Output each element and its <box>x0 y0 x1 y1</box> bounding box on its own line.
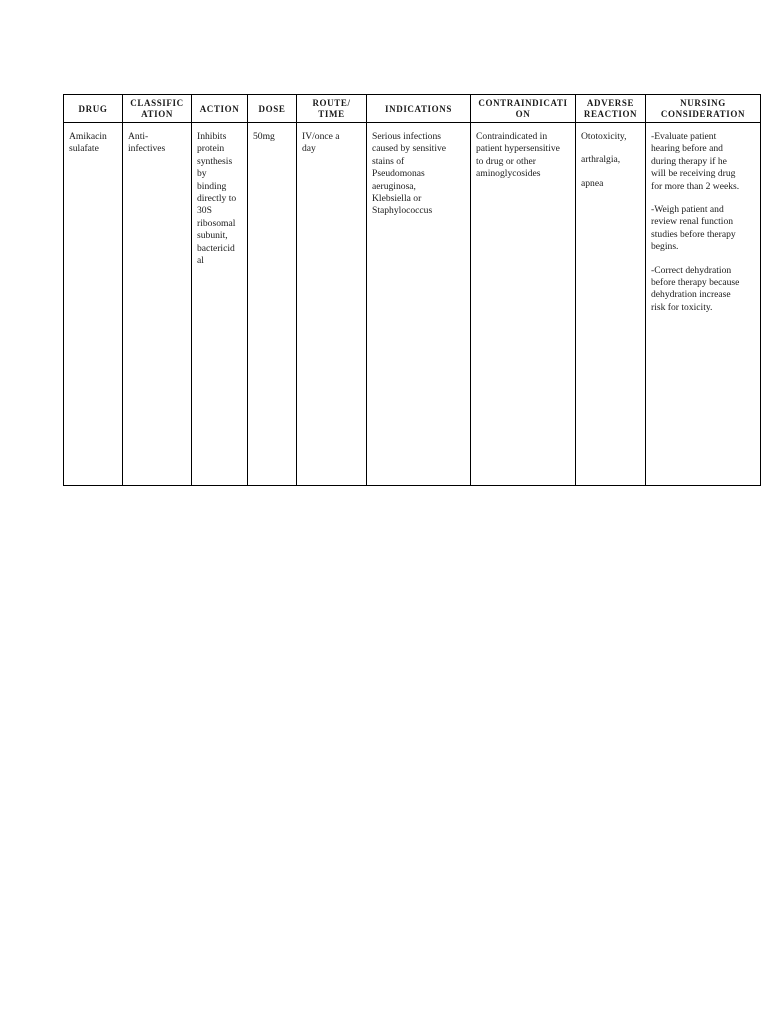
cell-line: hearing before and <box>651 143 723 155</box>
table-row <box>64 123 761 486</box>
cell-line: dehydration increase <box>651 289 731 301</box>
cell-contraindication <box>471 123 576 486</box>
cell-line: risk for toxicity. <box>651 301 713 313</box>
cell-drug <box>64 123 123 486</box>
cell-line: protein <box>197 143 225 155</box>
adverse-item: Ototoxicity, <box>581 131 627 142</box>
adverse-item: arthralgia, <box>581 154 621 166</box>
cell-line: review renal function <box>651 216 734 228</box>
nursing-paragraph <box>651 204 756 254</box>
cell-line: binding <box>197 180 227 192</box>
header-nursing-consideration: NURSING CONSIDERATION <box>646 95 761 123</box>
header-contraindication: CONTRAINDICATI ON <box>471 95 576 123</box>
nursing-paragraph <box>651 131 756 193</box>
cell-indications <box>367 123 471 486</box>
cell-line: Klebsiella or <box>372 193 422 205</box>
cell-line: 50mg <box>253 131 275 142</box>
cell-action <box>192 123 248 486</box>
cell-line: caused by sensitive <box>372 143 447 155</box>
cell-line: stains of <box>372 155 405 167</box>
header-dose: DOSE <box>248 95 297 123</box>
nursing-paragraph <box>651 265 756 315</box>
cell-line: aminoglycosides <box>476 168 541 180</box>
cell-line: Inhibits <box>197 131 227 142</box>
cell-line: patient hypersensitive <box>476 143 560 155</box>
cell-line: al <box>197 255 204 267</box>
cell-dose <box>248 123 297 486</box>
header-drug: DRUG <box>64 95 123 123</box>
header-adverse-reaction: ADVERSE REACTION <box>576 95 646 123</box>
cell-line: sulafate <box>69 143 99 155</box>
cell-line: Amikacin <box>69 131 107 142</box>
cell-line: -Correct dehydration <box>651 264 732 276</box>
cell-line: Serious infections <box>372 131 442 142</box>
cell-line: begins. <box>651 241 679 253</box>
cell-line: for more than 2 weeks. <box>651 180 740 192</box>
header-classification: CLASSIFIC ATION <box>123 95 192 123</box>
cell-line: bactericid <box>197 242 235 254</box>
header-indications: INDICATIONS <box>367 95 471 123</box>
cell-line: before therapy because <box>651 277 740 289</box>
cell-line: Pseudomonas <box>372 168 425 180</box>
cell-line: will be receiving drug <box>651 168 736 180</box>
cell-line: to drug or other <box>476 155 536 167</box>
cell-line: aeruginosa, <box>372 180 416 192</box>
cell-line: by <box>197 168 207 180</box>
adverse-item: apnea <box>581 177 604 189</box>
cell-nursing-consideration <box>646 123 761 486</box>
cell-line: IV/once a <box>302 131 340 142</box>
cell-line: during therapy if he <box>651 155 727 167</box>
cell-line: Anti- <box>128 131 149 142</box>
cell-line: -Weigh patient and <box>651 204 724 216</box>
cell-classification <box>123 123 192 486</box>
cell-line: ribosomal <box>197 217 236 229</box>
cell-line: day <box>302 143 316 155</box>
cell-line: directly to <box>197 193 237 205</box>
cell-line: studies before therapy <box>651 228 736 240</box>
header-action: ACTION <box>192 95 248 123</box>
cell-line: -Evaluate patient <box>651 131 717 142</box>
header-row <box>64 95 761 123</box>
cell-line: infectives <box>128 143 166 155</box>
cell-line: Contraindicated in <box>476 131 548 142</box>
cell-route-time <box>297 123 367 486</box>
cell-line: 30S <box>197 205 212 217</box>
cell-line: subunit, <box>197 230 228 242</box>
header-route-time: ROUTE/ TIME <box>297 95 367 123</box>
cell-line: synthesis <box>197 155 233 167</box>
drug-study-table <box>63 94 761 486</box>
cell-line: Staphylococcus <box>372 205 433 217</box>
cell-adverse-reaction <box>576 123 646 486</box>
